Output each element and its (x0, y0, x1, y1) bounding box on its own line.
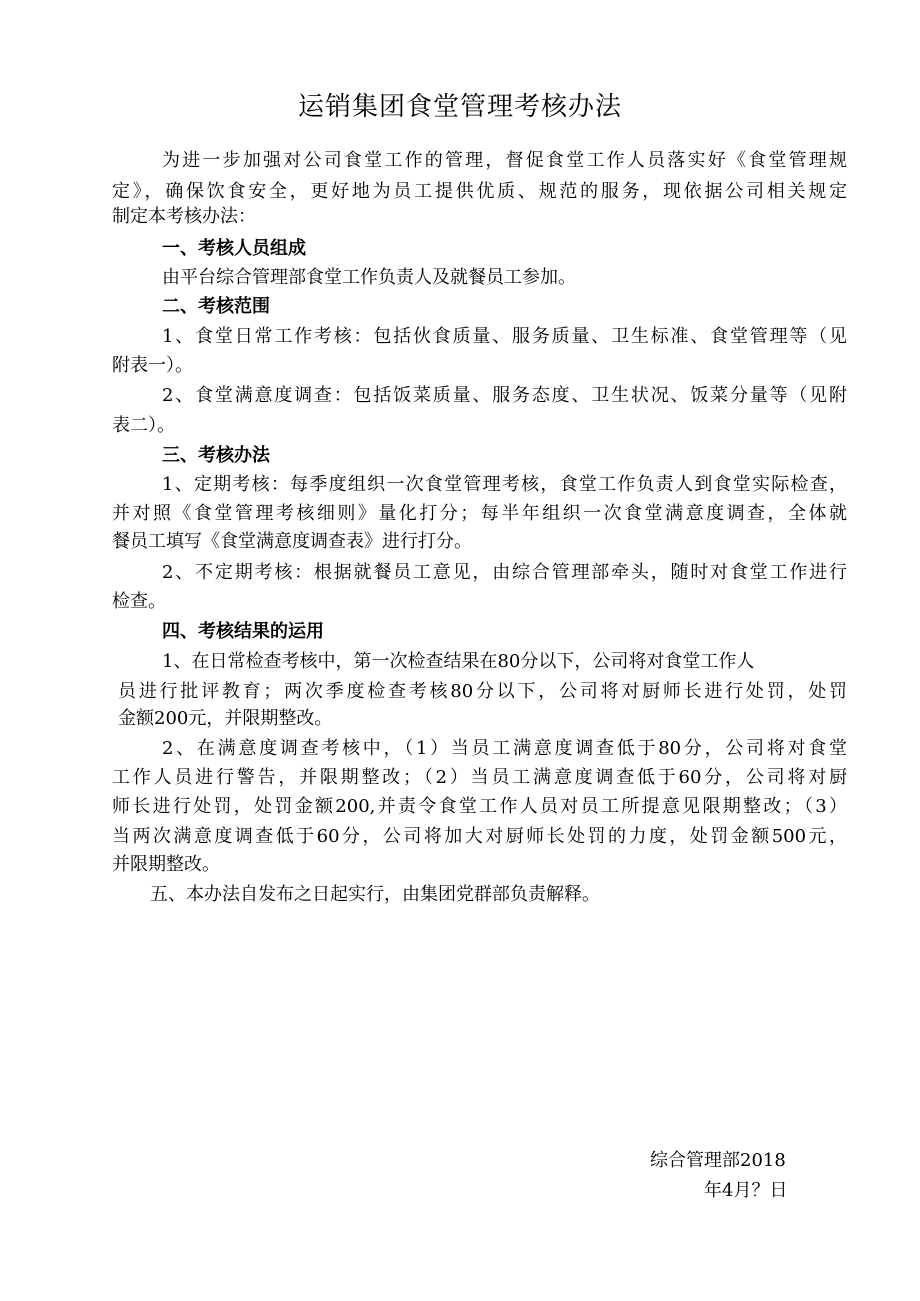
signature-department-year: 综合管理部2018 (650, 1150, 786, 1171)
section-5-line: 五、本办法自发布之日起实行，由集团党群部负责解释。 (150, 884, 600, 905)
body-line: 2、食堂满意度调查：包括饭菜质量、服务态度、卫生状况、饭菜分量等（见附 (162, 385, 847, 406)
body-line: 1、在日常检查考核中，第一次检查结果在80分以下，公司将对食堂工作人 (162, 651, 755, 672)
section-heading-4: 四、考核结果的运用 (162, 621, 324, 642)
body-line: 为进一步加强对公司食堂工作的管理，督促食堂工作人员落实好《食堂管理规 (162, 150, 847, 171)
body-line: 并对照《食堂管理考核细则》量化打分；每半年组织一次食堂满意度调查，全体就 (112, 503, 847, 524)
section-heading-1: 一、考核人员组成 (162, 238, 306, 259)
document-title: 运销集团食堂管理考核办法 (297, 92, 622, 122)
body-line: 1、定期考核：每季度组织一次食堂管理考核，食堂工作负责人到食堂实际检查， (162, 474, 847, 495)
body-line: 制定本考核办法： (112, 206, 256, 227)
body-line: 1、食堂日常工作考核：包括伙食质量、服务质量、卫生标准、食堂管理等（见 (162, 326, 847, 347)
body-line: 当两次满意度调查低于60分，公司将加大对厨师长处罚的力度，处罚金额500元， (112, 826, 847, 847)
body-line: 工作人员进行警告，并限期整改；（2）当员工满意度调查低于60分，公司将对厨 (112, 767, 847, 788)
body-line: 由平台综合管理部食堂工作负责人及就餐员工参加。 (162, 267, 576, 288)
body-line: 检查。 (112, 591, 166, 612)
body-line: 表二）。 (112, 415, 175, 436)
body-line: 师长进行处罚，处罚金额200,并责令食堂工作人员对员工所提意见限期整改；（3） (112, 796, 847, 817)
body-line: 附表一）。 (112, 355, 193, 376)
body-line: 餐员工填写《食堂满意度调查表》进行打分。 (112, 531, 472, 552)
body-line: 金额200元，并限期整改。 (118, 708, 333, 729)
body-line: 员进行批评教育；两次季度检查考核80分以下，公司将对厨师长进行处罚，处罚 (118, 681, 847, 702)
body-line: 并限期整改。 (112, 854, 220, 875)
body-line: 定》，确保饮食安全，更好地为员工提供优质、规范的服务，现依据公司相关规定 (112, 181, 847, 202)
body-line: 2、在满意度调查考核中，（1）当员工满意度调查低于80分，公司将对食堂 (162, 738, 847, 759)
body-line: 2、不定期考核：根据就餐员工意见，由综合管理部牵头，随时对食堂工作进行 (162, 562, 847, 583)
signature-date: 年4月？日 (704, 1180, 788, 1201)
section-heading-3: 三、考核办法 (162, 445, 270, 466)
section-heading-2: 二、考核范围 (162, 296, 270, 317)
